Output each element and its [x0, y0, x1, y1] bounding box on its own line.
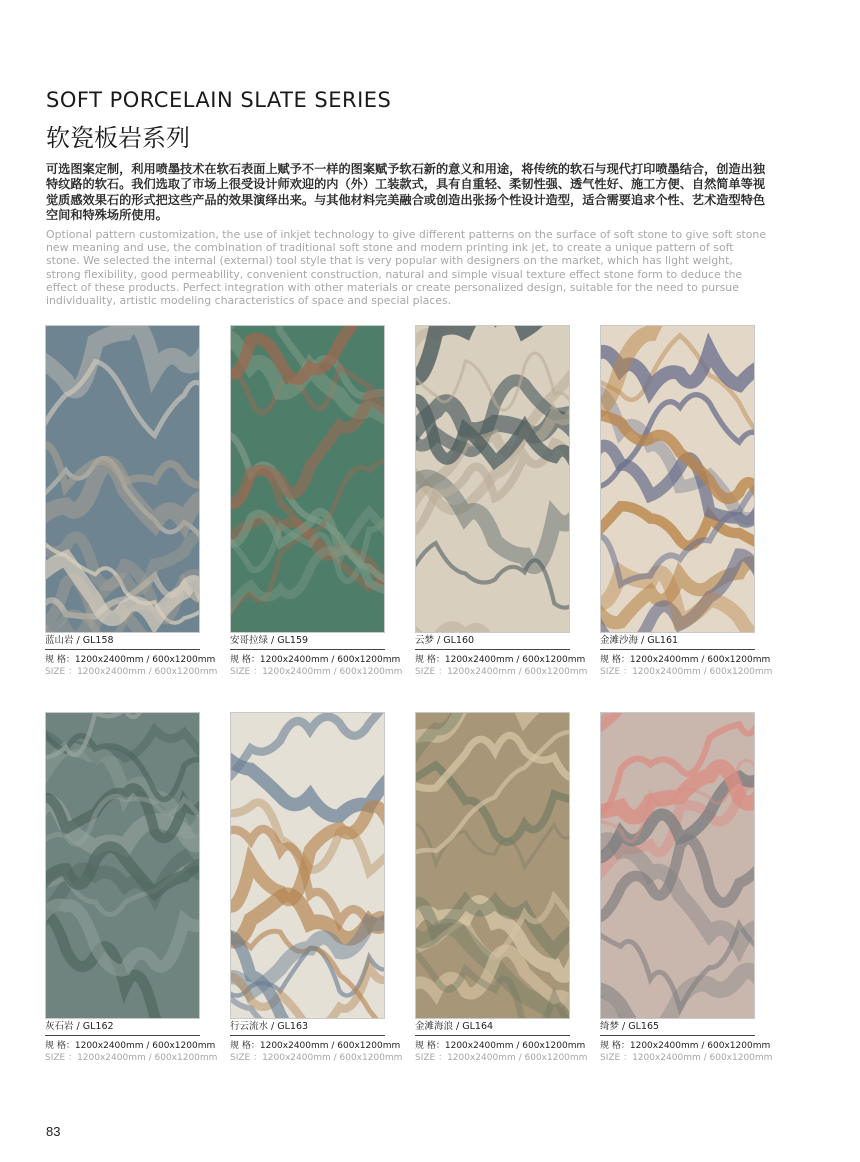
- product-image-gl162[interactable]: [45, 712, 200, 1019]
- stone-texture: [231, 713, 384, 1018]
- product-spec-zh: 规 格：1200x2400mm / 600x1200mm: [230, 1041, 401, 1051]
- product-size-en: SIZE ：1200x2400mm / 600x1200mm: [45, 667, 218, 677]
- stone-texture: [601, 326, 754, 632]
- product-size-en: SIZE ：1200x2400mm / 600x1200mm: [600, 667, 773, 677]
- product-image-gl165[interactable]: [600, 712, 755, 1019]
- product-spec-zh: 规 格：1200x2400mm / 600x1200mm: [230, 655, 401, 665]
- product-spec-zh: 规 格：1200x2400mm / 600x1200mm: [415, 1041, 586, 1051]
- product-spec-zh: 规 格：1200x2400mm / 600x1200mm: [45, 655, 216, 665]
- description-en: Optional pattern customization, the use of inkjet technology to give different patterns on the surface of soft stone to give soft stone new meaning and use, the combination of traditional soft stone and modern printing ink jet, to create a unique pattern of soft stone. We selected the internal (external) tool style that is very popular with designers on the market, which has light weight, strong flexibility, good permeability, convenient construction, natural and simple visual texture effect stone form to deduce the effect of these products. Perfect integration with other materials or create personalized design, suitable for the need to pursue individuality, artistic modeling characteristics of space and special places.: [46, 228, 767, 308]
- description-zh: 可选图案定制，利用喷墨技术在软石表面上赋予不一样的图案赋予软石新的意义和用途，将传统的软石与现代打印喷墨结合，创造出独特纹路的软石。我们选取了市场上很受设计师欢迎的内（外）工装款式，具有自重轻、柔韧性强、透气性好、施工方便、自然简单等视觉质感效果石的形式把这些产品的效果演绎出来。与其他材料完美融合或创造出张扬个性设计造型，适合需要追求个性、艺术造型特色空间和特殊场所使用。: [46, 162, 766, 223]
- product-image-gl164[interactable]: [415, 712, 570, 1019]
- stone-texture: [46, 713, 199, 1018]
- product-name: 行云流水 / GL163: [230, 1021, 309, 1032]
- product-name: 灰石岩 / GL162: [45, 1021, 114, 1032]
- product-caption-gl163: [230, 1020, 403, 1064]
- product-size-en: SIZE ：1200x2400mm / 600x1200mm: [415, 667, 588, 677]
- product-image-gl161[interactable]: [600, 325, 755, 633]
- product-image-gl158[interactable]: [45, 325, 200, 633]
- product-size-en: SIZE ：1200x2400mm / 600x1200mm: [415, 1053, 588, 1063]
- product-spec-zh: 规 格：1200x2400mm / 600x1200mm: [600, 1041, 771, 1051]
- page-title-en: SOFT PORCELAIN SLATE SERIES: [46, 88, 392, 112]
- caption-divider: [415, 1035, 570, 1036]
- product-name: 金滩沙海 / GL161: [600, 635, 679, 646]
- stone-texture: [601, 713, 754, 1018]
- product-caption-gl165: [600, 1020, 773, 1064]
- caption-divider: [600, 1035, 755, 1036]
- product-spec-zh: 规 格：1200x2400mm / 600x1200mm: [415, 655, 586, 665]
- product-caption-gl158: [45, 634, 218, 678]
- stone-texture: [46, 326, 199, 632]
- caption-divider: [600, 649, 755, 650]
- product-name: 绮梦 / GL165: [600, 1021, 660, 1032]
- product-spec-zh: 规 格：1200x2400mm / 600x1200mm: [600, 655, 771, 665]
- stone-texture: [416, 713, 569, 1018]
- product-name: 金滩海浪 / GL164: [415, 1021, 494, 1032]
- product-spec-zh: 规 格：1200x2400mm / 600x1200mm: [45, 1041, 216, 1051]
- caption-divider: [230, 649, 385, 650]
- product-caption-gl159: [230, 634, 403, 678]
- product-size-en: SIZE ：1200x2400mm / 600x1200mm: [230, 667, 403, 677]
- product-name: 安哥拉绿 / GL159: [230, 635, 309, 646]
- page-number: 83: [46, 1124, 61, 1139]
- product-size-en: SIZE ：1200x2400mm / 600x1200mm: [230, 1053, 403, 1063]
- product-caption-gl161: [600, 634, 773, 678]
- page-title-zh: 软瓷板岩系列: [46, 124, 190, 152]
- product-image-gl163[interactable]: [230, 712, 385, 1019]
- product-name: 蓝山岩 / GL158: [45, 635, 114, 646]
- caption-divider: [45, 1035, 200, 1036]
- stone-texture: [416, 326, 569, 632]
- product-image-gl159[interactable]: [230, 325, 385, 633]
- caption-divider: [415, 649, 570, 650]
- caption-divider: [230, 1035, 385, 1036]
- product-name: 云梦 / GL160: [415, 635, 475, 646]
- product-caption-gl160: [415, 634, 588, 678]
- product-image-gl160[interactable]: [415, 325, 570, 633]
- caption-divider: [45, 649, 200, 650]
- product-caption-gl164: [415, 1020, 588, 1064]
- stone-texture: [231, 326, 384, 632]
- product-caption-gl162: [45, 1020, 218, 1064]
- product-size-en: SIZE ：1200x2400mm / 600x1200mm: [45, 1053, 218, 1063]
- product-size-en: SIZE ：1200x2400mm / 600x1200mm: [600, 1053, 773, 1063]
